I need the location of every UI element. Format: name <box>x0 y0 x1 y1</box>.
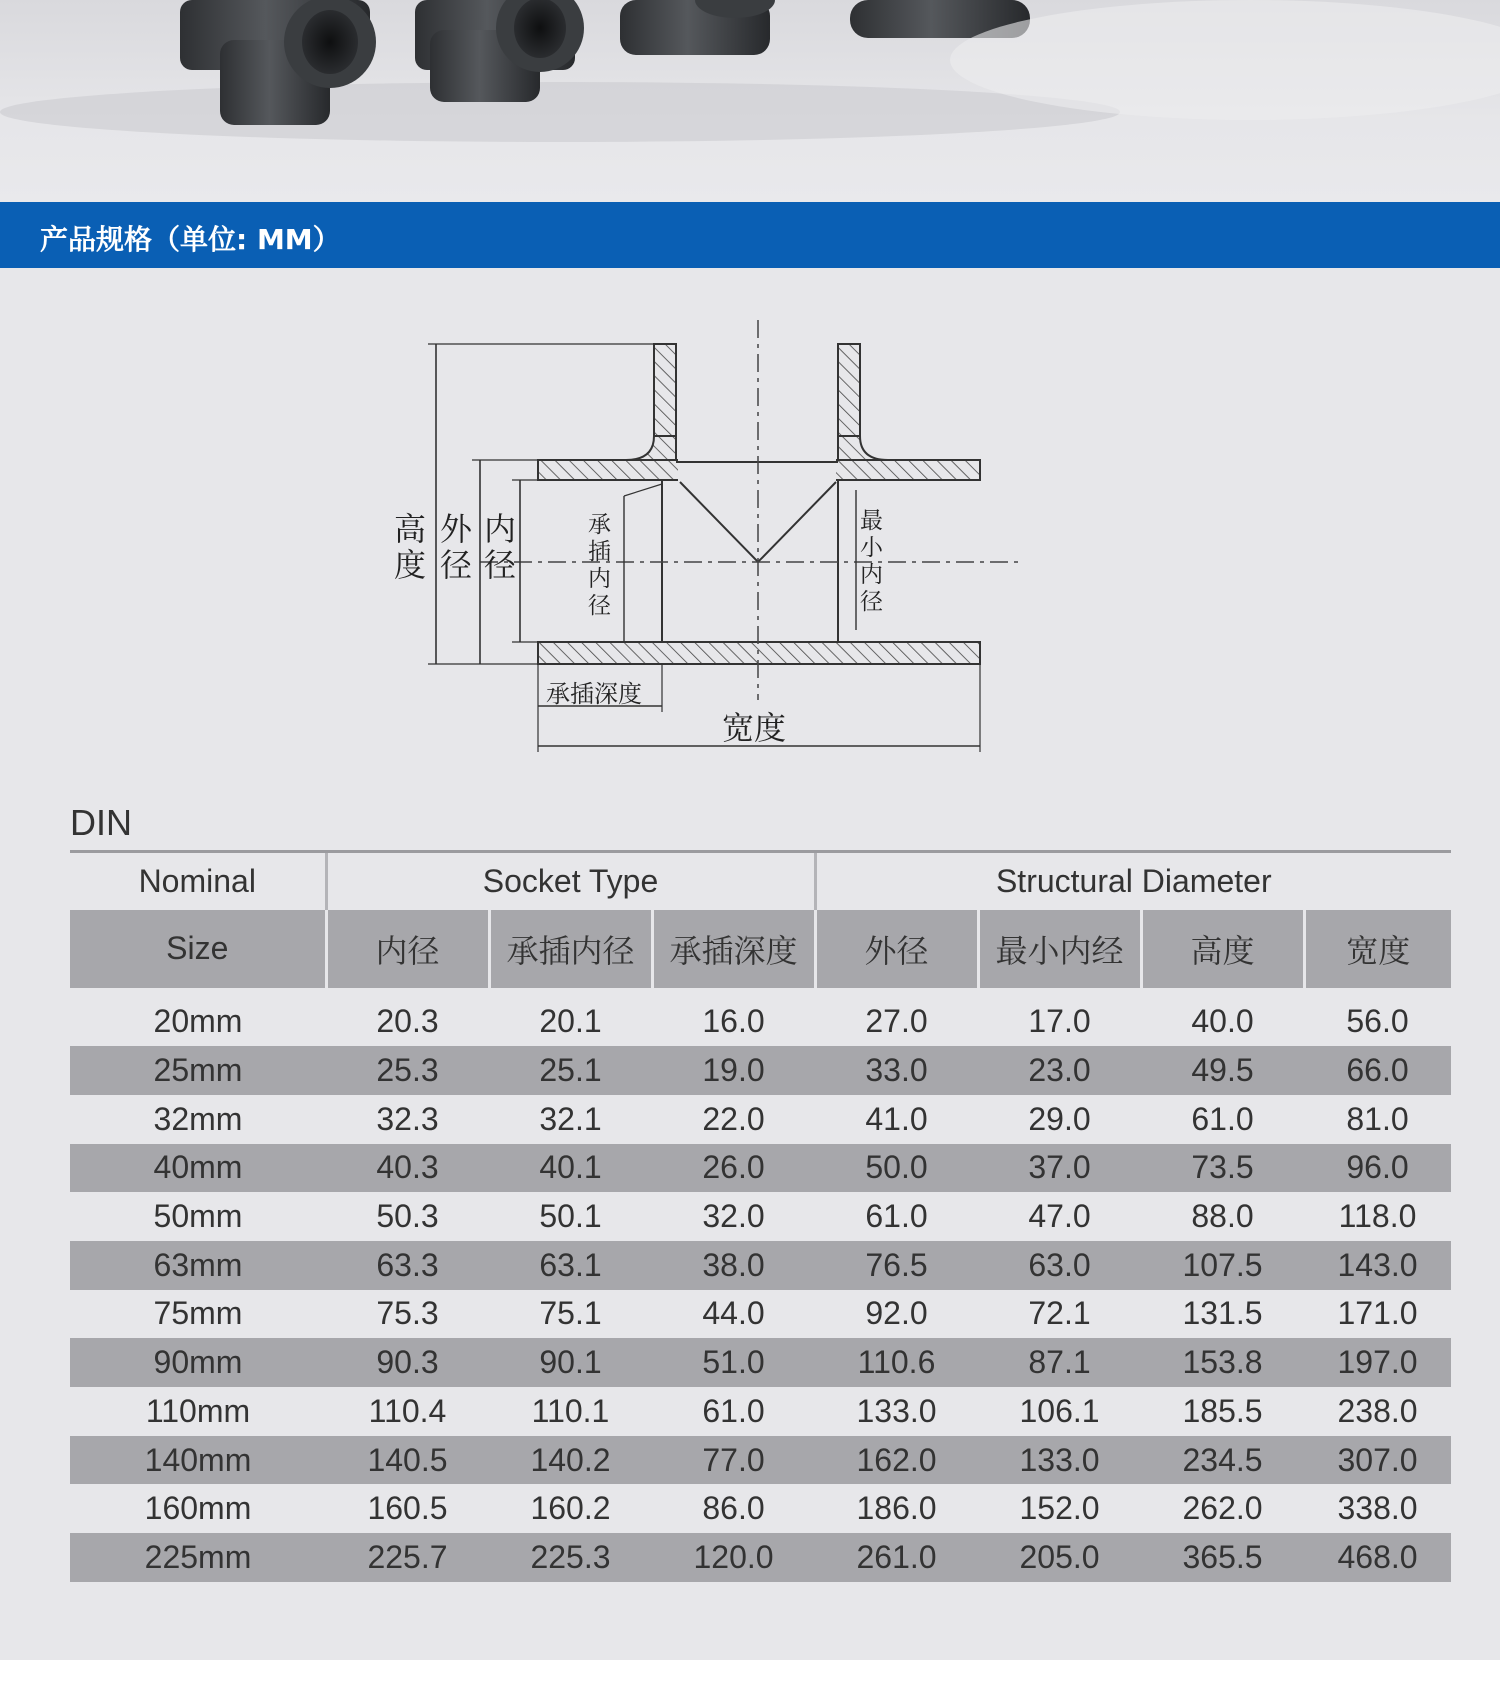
table-cell: 37.0 <box>1028 1149 1091 1186</box>
group-header-row <box>70 852 1451 910</box>
table-cell: 225.3 <box>530 1538 611 1575</box>
table-cell: 20.3 <box>376 1003 439 1040</box>
table-cell: 160.2 <box>530 1490 611 1527</box>
banner-title: 产品规格（单位: MM） <box>40 223 341 256</box>
table-cell: 92.0 <box>865 1295 928 1332</box>
nominal-size-cell: 20mm <box>153 1003 243 1040</box>
table-cell: 17.0 <box>1028 1003 1091 1040</box>
table-cell: 140.5 <box>367 1441 448 1478</box>
table-cell: 81.0 <box>1346 1100 1409 1137</box>
table-cell: 120.0 <box>693 1538 774 1575</box>
table-cell: 205.0 <box>1019 1538 1100 1575</box>
table-cell: 162.0 <box>856 1441 937 1478</box>
table-cell: 262.0 <box>1182 1490 1263 1527</box>
column-header: 内径 <box>326 910 489 988</box>
table-cell: 51.0 <box>702 1344 765 1381</box>
table-cell: 63.0 <box>1028 1246 1091 1283</box>
table-row <box>70 998 1451 1047</box>
table-cell: 106.1 <box>1019 1392 1100 1429</box>
table-cell: 61.0 <box>702 1392 765 1429</box>
table-cell: 61.0 <box>865 1198 928 1235</box>
column-header: Size <box>166 930 229 966</box>
table-row <box>70 1484 1451 1533</box>
table-cell: 22.0 <box>702 1100 765 1137</box>
table-cell: 160.5 <box>367 1490 448 1527</box>
table-cell: 56.0 <box>1346 1003 1409 1040</box>
label-socket-inner-4: 径 <box>588 593 611 619</box>
table-cell: 197.0 <box>1337 1344 1418 1381</box>
table-cell: 110.4 <box>368 1392 447 1429</box>
column-header: 最小内经 <box>978 910 1141 988</box>
table-cell: 41.0 <box>865 1100 928 1137</box>
table-cell: 76.5 <box>865 1246 928 1283</box>
table-cell: 468.0 <box>1337 1538 1418 1575</box>
label-min-inner-4: 径 <box>860 589 883 615</box>
nominal-size-cell: 110mm <box>145 1392 251 1429</box>
nominal-size-cell: 90mm <box>153 1344 243 1381</box>
column-header-row <box>70 910 1451 988</box>
table-cell: 16.0 <box>702 1003 765 1040</box>
label-outer-1: 外 <box>440 510 473 548</box>
table-cell: 47.0 <box>1028 1198 1091 1235</box>
table-row <box>70 1241 1451 1290</box>
table-cell: 29.0 <box>1028 1100 1091 1137</box>
table-cell: 40.1 <box>539 1149 602 1186</box>
table-cell: 152.0 <box>1019 1490 1100 1527</box>
label-min-inner-3: 内 <box>860 562 883 588</box>
table-cell: 25.1 <box>539 1052 602 1089</box>
table-cell: 20.1 <box>539 1003 602 1040</box>
table-cell: 25.3 <box>376 1052 439 1089</box>
column-header: 高度 <box>1141 910 1304 988</box>
column-header: 外径 <box>815 910 978 988</box>
header-nominal: Nominal <box>70 852 326 910</box>
table-cell: 38.0 <box>702 1246 765 1283</box>
nominal-size-cell: 32mm <box>153 1100 243 1137</box>
table-cell: 75.1 <box>539 1295 602 1332</box>
table-cell: 118.0 <box>1338 1198 1417 1235</box>
label-inner-2: 径 <box>484 546 517 584</box>
nominal-size-cell: 75mm <box>153 1295 243 1332</box>
label-height-1: 高 <box>394 510 427 548</box>
table-row <box>70 1436 1451 1485</box>
spec-table <box>70 850 1451 1582</box>
table-cell: 110.1 <box>531 1392 610 1429</box>
table-row <box>70 1533 1451 1582</box>
table-cell: 140.2 <box>530 1441 611 1478</box>
table-cell: 33.0 <box>865 1052 928 1089</box>
label-width: 宽度 <box>722 709 787 747</box>
label-min-inner-1: 最 <box>860 508 883 534</box>
product-photo <box>0 0 1500 202</box>
label-height-2: 度 <box>394 546 427 584</box>
table-cell: 186.0 <box>856 1490 937 1527</box>
table-cell: 365.5 <box>1182 1538 1263 1575</box>
table-cell: 72.1 <box>1028 1295 1091 1332</box>
nominal-size-cell: 140mm <box>144 1441 252 1478</box>
table-row <box>70 1387 1451 1436</box>
table-cell: 23.0 <box>1028 1052 1091 1089</box>
tee-fitting-diagram <box>380 300 1020 760</box>
table-cell: 88.0 <box>1191 1198 1254 1235</box>
table-cell: 77.0 <box>702 1441 765 1478</box>
table-cell: 133.0 <box>856 1392 937 1429</box>
nominal-size-cell: 160mm <box>144 1490 252 1527</box>
table-cell: 50.1 <box>539 1198 602 1235</box>
table-cell: 32.0 <box>702 1198 765 1235</box>
table-cell: 44.0 <box>702 1295 765 1332</box>
table-cell: 153.8 <box>1182 1344 1263 1381</box>
table-cell: 63.1 <box>539 1246 602 1283</box>
table-cell: 90.1 <box>539 1344 602 1381</box>
nominal-size-cell: 50mm <box>153 1198 243 1235</box>
label-outer-2: 径 <box>440 546 473 584</box>
nominal-size-cell: 40mm <box>153 1149 243 1186</box>
label-socket-inner-2: 插 <box>588 539 611 565</box>
table-row <box>70 1290 1451 1339</box>
label-socket-inner-3: 内 <box>588 566 611 592</box>
column-header: 承插深度 <box>652 910 815 988</box>
table-cell: 26.0 <box>702 1149 765 1186</box>
label-min-inner-2: 小 <box>860 535 883 561</box>
column-header: 承插内径 <box>489 910 652 988</box>
table-cell: 110.6 <box>857 1344 936 1381</box>
table-cell: 107.5 <box>1182 1246 1263 1283</box>
table-cell: 27.0 <box>865 1003 928 1040</box>
table-cell: 61.0 <box>1191 1100 1254 1137</box>
nominal-size-cell: 225mm <box>144 1538 252 1575</box>
standard-label: DIN <box>70 802 132 843</box>
table-cell: 96.0 <box>1346 1149 1409 1186</box>
table-cell: 32.3 <box>376 1100 439 1137</box>
table-cell: 338.0 <box>1337 1490 1418 1527</box>
table-cell: 185.5 <box>1182 1392 1263 1429</box>
table-cell: 143.0 <box>1337 1246 1418 1283</box>
table-cell: 49.5 <box>1191 1052 1254 1089</box>
nominal-size-cell: 63mm <box>153 1246 243 1283</box>
table-cell: 225.7 <box>367 1538 448 1575</box>
table-cell: 171.0 <box>1337 1295 1418 1332</box>
table-cell: 261.0 <box>856 1538 937 1575</box>
table-row <box>70 1095 1451 1144</box>
column-header: 宽度 <box>1304 910 1451 988</box>
table-cell: 19.0 <box>702 1052 765 1089</box>
run-wall-bottom <box>538 642 980 664</box>
table-cell: 40.3 <box>376 1149 439 1186</box>
table-cell: 234.5 <box>1182 1441 1263 1478</box>
label-inner-1: 内 <box>484 510 517 548</box>
spec-banner <box>0 202 1500 268</box>
table-row <box>70 1046 1451 1095</box>
table-cell: 307.0 <box>1337 1441 1418 1478</box>
table-cell: 86.0 <box>702 1490 765 1527</box>
table-cell: 32.1 <box>539 1100 602 1137</box>
table-cell: 66.0 <box>1346 1052 1409 1089</box>
table-cell: 50.3 <box>376 1198 439 1235</box>
table-cell: 40.0 <box>1191 1003 1254 1040</box>
table-cell: 87.1 <box>1028 1344 1091 1381</box>
table-cell: 131.5 <box>1182 1295 1263 1332</box>
table-cell: 73.5 <box>1191 1149 1254 1186</box>
table-row <box>70 1338 1451 1387</box>
table-cell: 133.0 <box>1019 1441 1100 1478</box>
label-socket-inner-1: 承 <box>588 512 611 538</box>
header-structural-diameter: Structural Diameter <box>815 852 1451 910</box>
table-cell: 75.3 <box>376 1295 439 1332</box>
label-socket-depth: 承插深度 <box>546 680 642 708</box>
table-row <box>70 1192 1451 1241</box>
header-socket-type: Socket Type <box>326 852 815 910</box>
table-cell: 238.0 <box>1337 1392 1418 1429</box>
table-cell: 63.3 <box>376 1246 439 1283</box>
table-cell: 90.3 <box>376 1344 439 1381</box>
nominal-size-cell: 25mm <box>153 1052 243 1089</box>
spec-table-body <box>70 998 1451 1582</box>
table-row <box>70 1144 1451 1193</box>
table-cell: 50.0 <box>865 1149 928 1186</box>
